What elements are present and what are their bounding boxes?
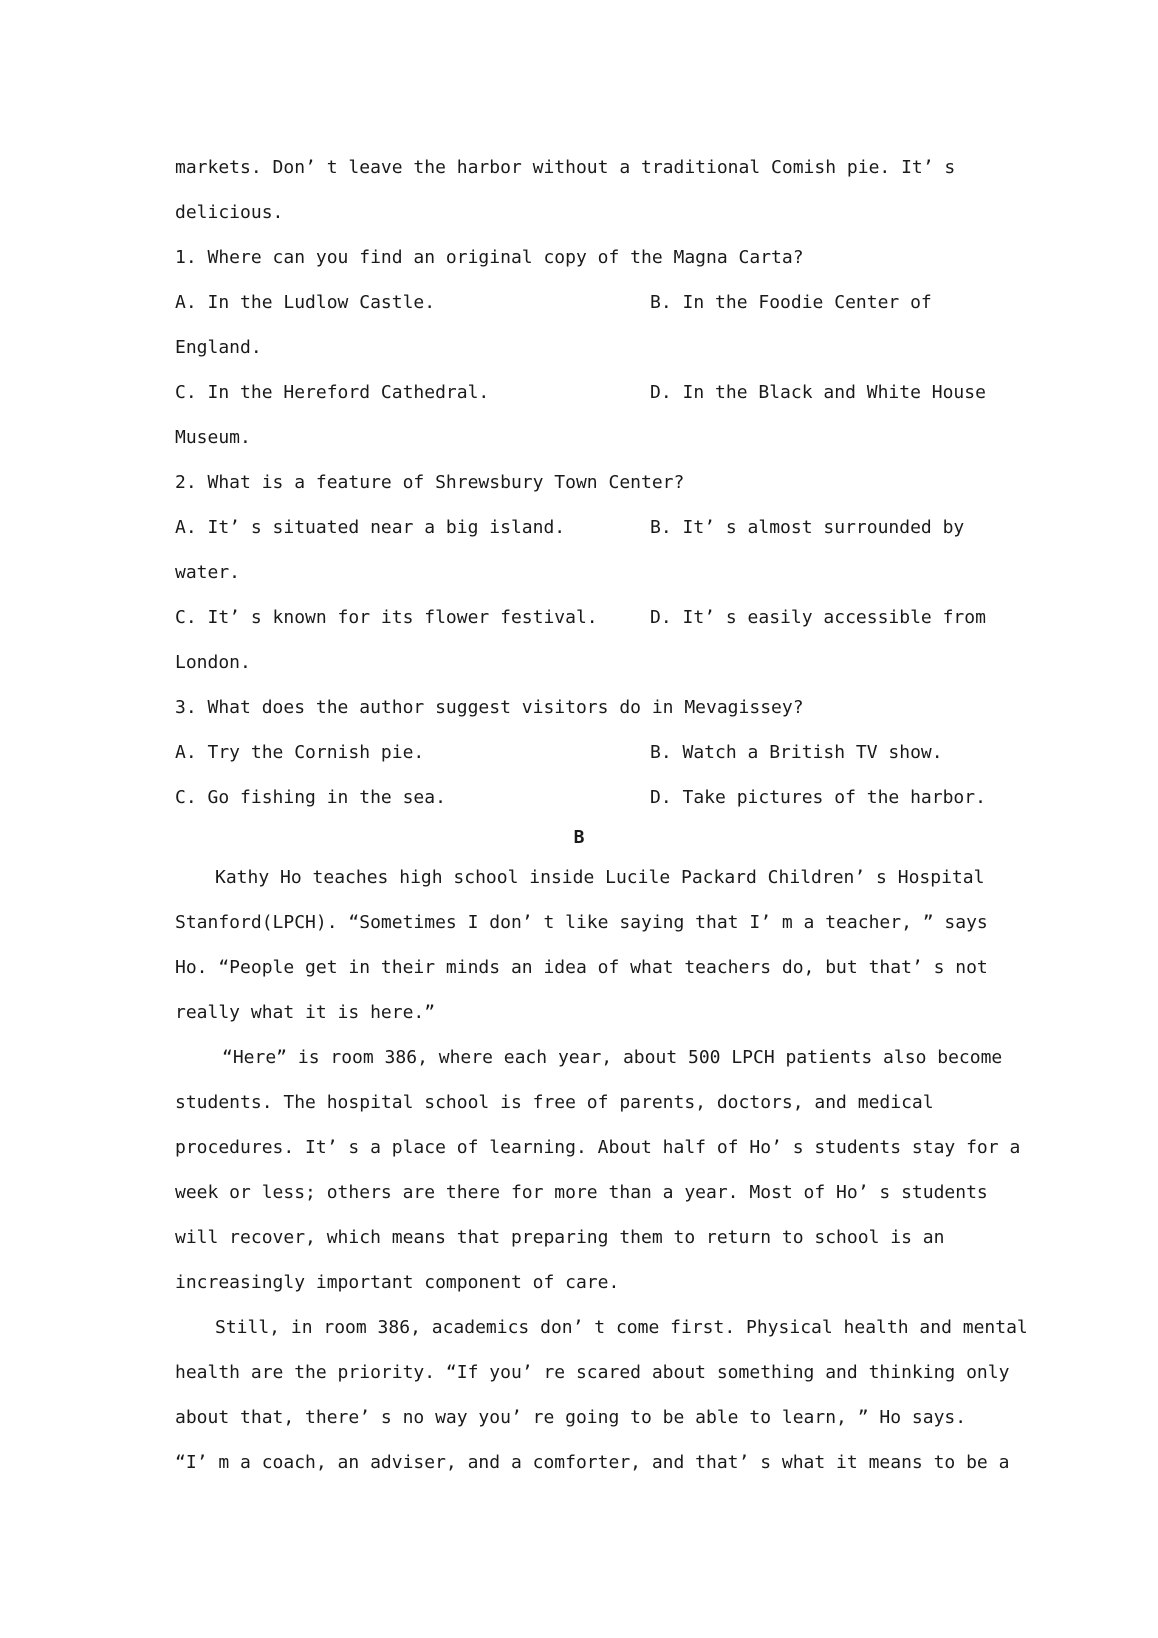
question-1-option-c: C. In the Hereford Cathedral. [175,382,490,403]
passage-b-line: will recover, which means that preparing them to return to school is an [175,1227,945,1248]
question-2-option-d: D. It’ s easily accessible from [650,607,986,628]
passage-a-line: markets. Don’ t leave the harbor without a traditional Comish pie. It’ s [175,157,956,178]
section-heading: B [573,827,585,848]
question-2-option-c: C. It’ s known for its flower festival. [175,607,598,628]
question-1-option-b-continued: England. [175,337,262,358]
passage-b-line: “Here” is room 386, where each year, about 500 LPCH patients also become [222,1047,1003,1068]
question-2-stem: 2. What is a feature of Shrewsbury Town Center? [175,472,685,493]
question-2-option-b-continued: water. [175,562,241,583]
question-1-option-a: A. In the Ludlow Castle. [175,292,436,313]
passage-b-line: Still, in room 386, academics don’ t come first. Physical health and mental [215,1317,1028,1338]
passage-b-line: increasingly important component of care. [175,1272,620,1293]
passage-b-line: Ho. “People get in their minds an idea of what teachers do, but that’ s not [175,957,988,978]
question-3-stem: 3. What does the author suggest visitors do in Mevagissey? [175,697,804,718]
question-2-option-d-continued: London. [175,652,251,673]
passage-b-line: procedures. It’ s a place of learning. About half of Ho’ s students stay for a [175,1137,1021,1158]
passage-a-line: delicious. [175,202,284,223]
question-3-option-b: B. Watch a British TV show. [650,742,943,763]
passage-b-line: students. The hospital school is free of parents, doctors, and medical [175,1092,934,1113]
passage-b-line: Kathy Ho teaches high school inside Lucile Packard Children’ s Hospital [215,867,985,888]
question-1-option-b: B. In the Foodie Center of [650,292,932,313]
question-2-option-b: B. It’ s almost surrounded by [650,517,965,538]
question-1-option-d: D. In the Black and White House [650,382,986,403]
question-3-option-a: A. Try the Cornish pie. [175,742,425,763]
question-1-option-d-continued: Museum. [175,427,251,448]
question-1-stem: 1. Where can you find an original copy of the Magna Carta? [175,247,804,268]
passage-b-line: really what it is here.” [175,1002,436,1023]
passage-b-line: week or less; others are there for more than a year. Most of Ho’ s students [175,1182,988,1203]
passage-b-line: health are the priority. “If you’ re scared about something and thinking only [175,1362,1010,1383]
question-2-option-a: A. It’ s situated near a big island. [175,517,566,538]
passage-b-line: Stanford(LPCH). “Sometimes I don’ t like saying that I’ m a teacher, ” says [175,912,988,933]
passage-b-line: “I’ m a coach, an adviser, and a comforter, and that’ s what it means to be a [175,1452,1010,1473]
question-3-option-d: D. Take pictures of the harbor. [650,787,986,808]
question-3-option-c: C. Go fishing in the sea. [175,787,446,808]
passage-b-line: about that, there’ s no way you’ re going to be able to learn, ” Ho says. [175,1407,967,1428]
